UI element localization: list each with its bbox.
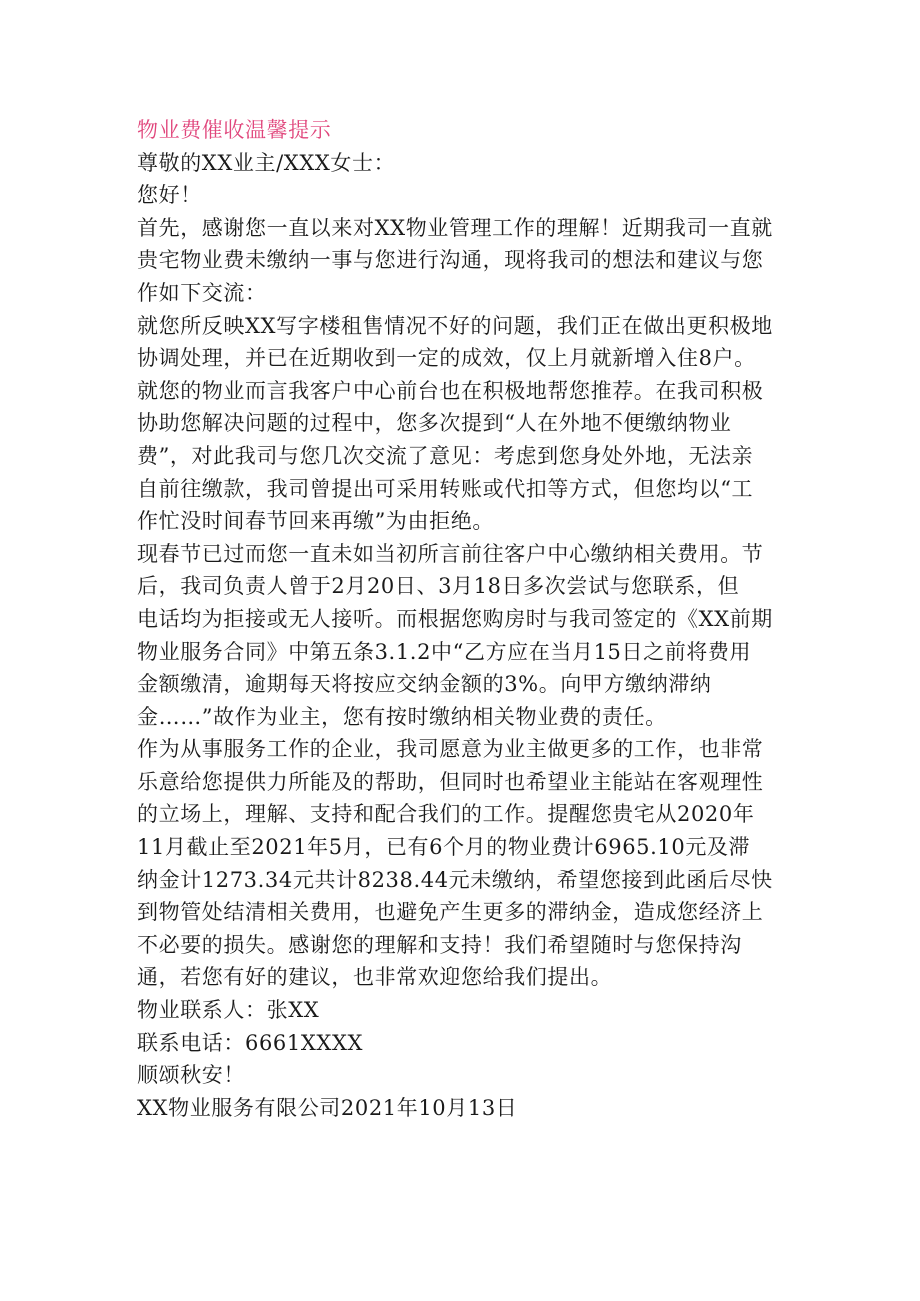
body-line: 通，若您有好的建议，也非常欢迎您给我们提出。 [137,965,613,990]
body-line: 协助您解决问题的过程中，您多次提到“人在外地不便缴纳物业 [137,411,732,436]
greeting-line: 您好！ [137,183,202,208]
body-line: 11月截止至2021年5月，已有6个月的物业费计6965.10元及滞 [137,835,751,860]
body-line: 到物管处结清相关费用，也避免产生更多的滞纳金，造成您经济上 [137,900,764,925]
signature-date-line: XX物业服务有限公司2021年10月13日 [137,1095,518,1120]
body-line: 不必要的损失。感谢您的理解和支持！我们希望随时与您保持沟 [137,932,742,957]
salutation-line: 尊敬的XX业主/XXX女士： [137,150,396,175]
body-line: 后，我司负责人曾于2月20日、3月18日多次尝试与您联系，但 [137,574,740,599]
contact-person-line: 物业联系人：张XX [137,998,320,1023]
body-line: 贵宅物业费未缴纳一事与您进行沟通，现将我司的想法和建议与您 [137,248,764,273]
body-line: 作为从事服务工作的企业，我司愿意为业主做更多的工作，也非常 [137,737,764,762]
body-line: 就您的物业而言我客户中心前台也在积极地帮您推荐。在我司积极 [137,378,764,403]
body-line: 乐意给您提供力所能及的帮助，但同时也希望业主能站在客观理性 [137,769,764,794]
body-line: 就您所反映XX写字楼租售情况不好的问题，我们正在做出更积极地 [137,313,773,338]
body-line: 首先，感谢您一直以来对XX物业管理工作的理解！近期我司一直就 [137,215,773,240]
body-line: 金额缴清，逾期每天将按应交纳金额的3%。向甲方缴纳滞纳 [137,672,712,697]
body-line: 作如下交流： [137,280,267,305]
body-line: 现春节已过而您一直未如当初所言前往客户中心缴纳相关费用。节 [137,541,764,566]
closing-line: 顺颂秋安！ [137,1063,245,1088]
letter-page [137,114,787,1124]
body-line: 自前往缴款，我司曾提出可采用转账或代扣等方式，但您均以“工 [137,476,754,501]
letter-title: 物业费催收温馨提示 [137,118,332,142]
body-line: 的立场上，理解、支持和配合我们的工作。提醒您贵宅从2020年 [137,802,755,827]
body-line: 纳金计1273.34元共计8238.44元未缴纳，希望您接到此函后尽快 [137,867,773,892]
body-line: 物业服务合同》中第五条3.1.2中“乙方应在当月15日之前将费用 [137,639,752,664]
contact-phone-line: 联系电话：6661XXXX [137,1030,364,1055]
letter-body [137,147,787,1125]
body-line: 金……”故作为业主，您有按时缴纳相关物业费的责任。 [137,704,667,729]
body-line: 作忙没时间春节回来再缴”为由拒绝。 [137,509,494,534]
body-line: 费”，对此我司与您几次交流了意见：考虑到您身处外地，无法亲 [137,443,754,468]
body-line: 电话均为拒接或无人接听。而根据您购房时与我司签定的《XX前期 [137,606,773,631]
body-line: 协调处理，并已在近期收到一定的成效，仅上月就新增入住8户。 [137,346,756,371]
